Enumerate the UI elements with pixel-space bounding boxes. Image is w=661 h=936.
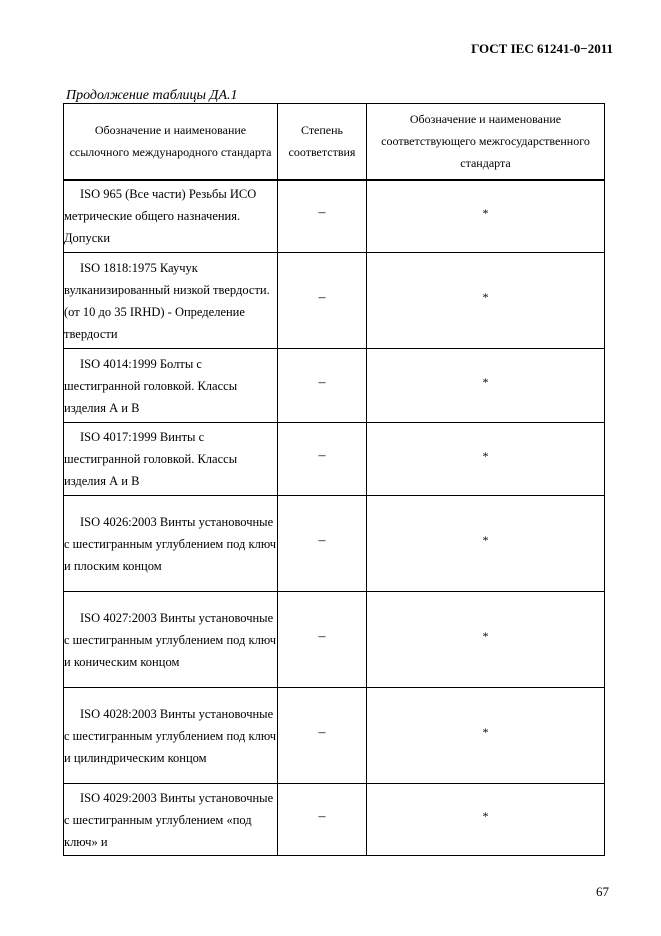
column-header-interstate-standard: Обозначение и наименование соответствующего межгосударственного стандарта bbox=[367, 104, 605, 180]
national-value: * bbox=[482, 448, 489, 463]
national-value: * bbox=[482, 725, 489, 739]
national-cell bbox=[367, 253, 605, 349]
degree-value: – bbox=[318, 289, 326, 305]
table-row bbox=[64, 592, 605, 688]
national-value: * bbox=[482, 205, 489, 220]
reference-text: ISO 4028:2003 Винты установочные с шестигранным углублением под ключ и цилиндрическим концом bbox=[64, 706, 276, 765]
reference-cell bbox=[64, 180, 278, 253]
reference-text: ISO 4026:2003 Винты установочные с шестигранным углублением под ключ и плоским концом bbox=[64, 514, 276, 573]
degree-value: – bbox=[318, 628, 326, 644]
national-value: * bbox=[482, 809, 489, 823]
table-row bbox=[64, 496, 605, 592]
national-value: * bbox=[482, 629, 489, 643]
table-caption: Продолжение таблицы ДА.1 bbox=[66, 88, 238, 103]
table-row bbox=[64, 423, 605, 496]
national-cell bbox=[367, 784, 605, 856]
degree-value: – bbox=[318, 205, 326, 221]
reference-cell bbox=[64, 423, 278, 496]
national-cell bbox=[367, 592, 605, 688]
table-row bbox=[64, 688, 605, 784]
reference-text: ISO 1818:1975 Каучук вулканизированный низкой твердости. (от 10 до 35 IRHD) - Определение твердости bbox=[64, 260, 270, 341]
national-cell bbox=[367, 180, 605, 253]
national-cell bbox=[367, 688, 605, 784]
reference-cell bbox=[64, 349, 278, 423]
reference-standards-table bbox=[63, 103, 605, 856]
reference-text: ISO 965 (Все части) Резьбы ИСО метрические общего назначения. Допуски bbox=[64, 187, 257, 246]
degree-value: – bbox=[318, 808, 326, 824]
reference-cell bbox=[64, 688, 278, 784]
table-header-row bbox=[64, 104, 605, 180]
degree-cell bbox=[278, 496, 367, 592]
reference-text: ISO 4027:2003 Винты установочные с шестигранным углублением под ключ и коническим концом bbox=[64, 610, 276, 669]
page-number: 67 bbox=[596, 884, 609, 899]
reference-cell bbox=[64, 253, 278, 349]
degree-value: – bbox=[318, 532, 326, 548]
table-row bbox=[64, 349, 605, 423]
reference-text: ISO 4014:1999 Болты с шестигранной головкой. Классы изделия А и В bbox=[64, 356, 238, 415]
document-code: ГОСТ IEC 61241-0−2011 bbox=[471, 41, 613, 56]
table-row bbox=[64, 253, 605, 349]
degree-cell bbox=[278, 349, 367, 423]
national-cell bbox=[367, 349, 605, 423]
national-cell bbox=[367, 496, 605, 592]
table-row bbox=[64, 784, 605, 856]
degree-cell bbox=[278, 180, 367, 253]
reference-cell bbox=[64, 592, 278, 688]
reference-text: ISO 4029:2003 Винты установочные с шестигранным углублением «под ключ» и bbox=[64, 790, 274, 849]
degree-cell bbox=[278, 688, 367, 784]
column-header-degree: Степень соответствия bbox=[278, 104, 367, 180]
degree-value: – bbox=[318, 374, 326, 390]
degree-value: – bbox=[318, 448, 326, 463]
degree-cell bbox=[278, 253, 367, 349]
national-cell bbox=[367, 423, 605, 496]
national-value: * bbox=[482, 290, 489, 304]
national-value: * bbox=[482, 533, 489, 547]
degree-cell bbox=[278, 592, 367, 688]
degree-cell bbox=[278, 423, 367, 496]
degree-cell bbox=[278, 784, 367, 856]
column-header-international-standard: Обозначение и наименование ссылочного международного стандарта bbox=[64, 104, 278, 180]
degree-value: – bbox=[318, 724, 326, 740]
reference-cell bbox=[64, 496, 278, 592]
reference-cell bbox=[64, 784, 278, 856]
table-row bbox=[64, 180, 605, 253]
national-value: * bbox=[482, 375, 489, 389]
reference-text: ISO 4017:1999 Винты с шестигранной головкой. Классы изделия А и В bbox=[64, 430, 238, 488]
